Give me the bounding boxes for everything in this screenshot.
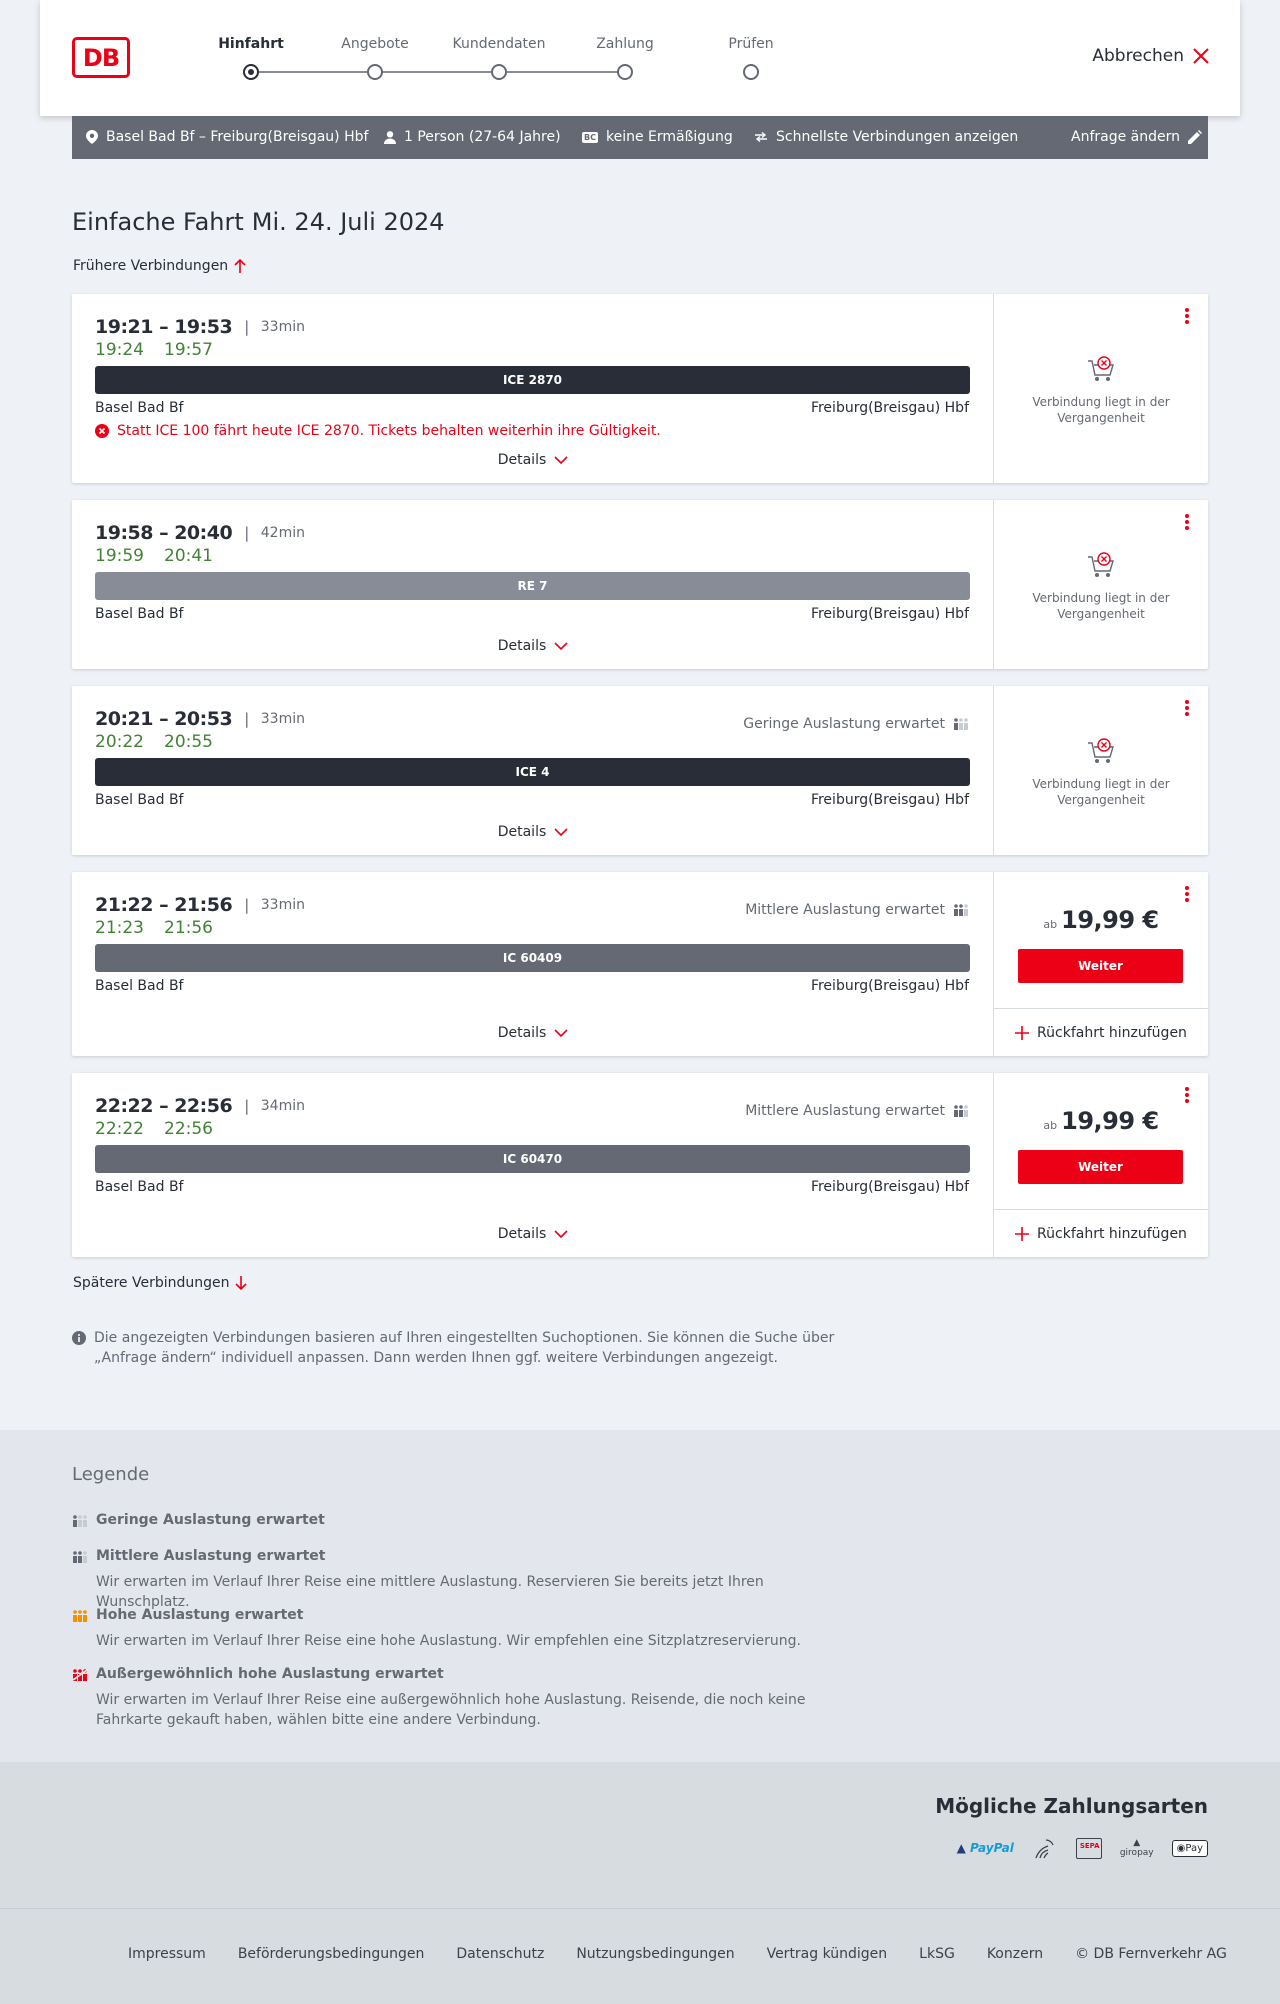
price: [994, 1107, 1208, 1135]
occupancy-indicator: [745, 1103, 969, 1119]
occupancy-medium-icon: [953, 904, 969, 916]
departure-station: Basel Bad Bf: [95, 400, 184, 416]
footer-link-konzern[interactable]: Konzern: [986, 1946, 1044, 1962]
time-range: 22:22 – 22:56: [95, 1095, 233, 1117]
departure-station: Basel Bad Bf: [95, 978, 184, 994]
step-dot-pruefen: [743, 64, 759, 80]
separator: |: [244, 524, 249, 542]
step-label-zahlung: Zahlung: [596, 36, 654, 52]
planned-times: [95, 522, 305, 544]
train-bar[interactable]: RE 7: [95, 572, 970, 600]
offer-panel: [994, 294, 1208, 483]
realtime-times: [95, 546, 213, 566]
cancel-button[interactable]: [1092, 46, 1210, 66]
occupancy-exceptional-icon: [72, 1669, 88, 1681]
footer-link-vertrag-kuendigen[interactable]: Vertrag kündigen: [766, 1946, 888, 1962]
legend-item: [72, 1548, 856, 1612]
progress-steps: [181, 0, 774, 116]
more-options-icon[interactable]: [1182, 514, 1192, 532]
footer: [0, 1908, 1280, 2004]
page-title: [72, 208, 445, 236]
realtime-arrival: 22:56: [164, 1119, 213, 1139]
change-request-label: Anfrage ändern: [1071, 129, 1180, 145]
train-bar[interactable]: IC 60470: [95, 1145, 970, 1173]
departure-station: Basel Bad Bf: [95, 1179, 184, 1195]
cart-unavailable-icon: [1086, 552, 1116, 580]
chevron-down-icon: [554, 1230, 568, 1238]
time-range: 21:22 – 21:56: [95, 894, 233, 916]
realtime-arrival: 20:41: [164, 546, 213, 566]
earlier-connections-label: Frühere Verbindungen: [73, 258, 229, 274]
continue-button[interactable]: Weiter: [1018, 949, 1183, 983]
legend-item: [72, 1607, 856, 1651]
details-label: Details: [497, 452, 547, 468]
sepa-label: SEPA: [1079, 1841, 1100, 1850]
offer-panel: [994, 1073, 1208, 1257]
time-range: 19:58 – 20:40: [95, 522, 233, 544]
apple-pay-icon: ◉Pay: [1172, 1840, 1208, 1857]
realtime-departure: 19:59: [95, 546, 144, 566]
legend-item: [72, 1666, 856, 1730]
details-toggle[interactable]: [72, 1226, 994, 1242]
route-text: Basel Bad Bf – Freiburg(Breisgau) Hbf: [106, 129, 369, 145]
legend-item: [72, 1512, 325, 1528]
details-toggle[interactable]: [72, 638, 994, 654]
departure-station: Basel Bad Bf: [95, 606, 184, 622]
footer-links: [128, 1946, 1227, 1962]
earlier-connections-link[interactable]: [73, 258, 246, 274]
bahncard-icon: BC: [584, 132, 596, 142]
footer-link-impressum[interactable]: Impressum: [128, 1946, 206, 1962]
connection-card[interactable]: [72, 500, 1208, 669]
progress-line: [251, 71, 626, 73]
planned-times: [95, 316, 305, 338]
legend-title: Legende: [72, 1464, 150, 1485]
more-options-icon[interactable]: [1182, 1087, 1192, 1105]
realtime-arrival: 21:56: [164, 918, 213, 938]
occupancy-indicator: [745, 902, 969, 918]
realtime-arrival: 20:55: [164, 732, 213, 752]
later-connections-link[interactable]: [73, 1275, 247, 1291]
search-option-text: Schnellste Verbindungen anzeigen: [776, 129, 1019, 145]
realtime-departure: 22:22: [95, 1119, 144, 1139]
pencil-icon: [1188, 130, 1202, 144]
offer-panel: [994, 872, 1208, 1056]
occupancy-high-icon: [72, 1610, 88, 1622]
connection-card[interactable]: [72, 686, 1208, 855]
train-bar[interactable]: ICE 2870: [95, 366, 970, 394]
add-return-button[interactable]: [994, 1008, 1208, 1056]
more-options-icon[interactable]: [1182, 700, 1192, 718]
passenger-summary: [384, 129, 561, 145]
step-dot-zahlung: [617, 64, 633, 80]
time-range: 19:21 – 19:53: [95, 316, 233, 338]
separator: |: [244, 710, 249, 728]
occupancy-text: Mittlere Auslastung erwartet: [745, 902, 945, 918]
details-label: Details: [497, 638, 547, 654]
details-toggle[interactable]: [72, 1025, 994, 1041]
chevron-down-icon: [554, 456, 568, 464]
footer-copyright: © DB Fernverkehr AG: [1075, 1946, 1227, 1962]
more-options-icon[interactable]: [1182, 308, 1192, 326]
cart-unavailable-icon: [1086, 738, 1116, 766]
step-label-pruefen: Prüfen: [728, 36, 774, 52]
legend-item-title: Geringe Auslastung erwartet: [96, 1512, 325, 1528]
details-label: Details: [497, 824, 547, 840]
info-text: Die angezeigten Verbindungen basieren auf Ihren eingestellten Suchoptionen. Sie können die Suche über „Anfrage ändern“ individuell anpassen. Dann werden Ihnen ggf. weitere Verbindungen angezeigt.: [94, 1330, 835, 1366]
disruption-text: Statt ICE 100 fährt heute ICE 2870. Tickets behalten weiterhin ihre Gültigkeit.: [117, 423, 661, 439]
plus-icon: [1015, 1026, 1029, 1040]
occupancy-medium-icon: [72, 1551, 88, 1563]
details-toggle[interactable]: [72, 824, 994, 840]
past-connection-notice: [994, 738, 1208, 808]
realtime-departure: 19:24: [95, 340, 144, 360]
info-icon: [72, 1331, 86, 1345]
add-return-button[interactable]: [994, 1209, 1208, 1257]
arrival-station: Freiburg(Breisgau) Hbf: [810, 400, 969, 416]
time-range: 20:21 – 20:53: [95, 708, 233, 730]
step-dot-kundendaten: [491, 64, 507, 80]
footer-link-lksg[interactable]: LkSG: [919, 1946, 955, 1962]
connection-card[interactable]: [72, 1073, 1208, 1257]
later-connections-label: Spätere Verbindungen: [73, 1275, 230, 1291]
arrow-up-icon: [234, 259, 246, 273]
train-bar[interactable]: ICE 4: [95, 758, 970, 786]
past-connection-text: Verbindung liegt in der Vergangenheit: [1032, 591, 1170, 621]
paypal-label: PayPal: [970, 1841, 1014, 1855]
add-return-label: Rückfahrt hinzufügen: [1037, 1225, 1187, 1242]
arrival-station: Freiburg(Breisgau) Hbf: [810, 606, 969, 622]
more-options-icon[interactable]: [1182, 886, 1192, 904]
arrival-station: Freiburg(Breisgau) Hbf: [810, 792, 969, 808]
occupancy-indicator: [743, 716, 969, 732]
legend-item-title: Hohe Auslastung erwartet: [96, 1607, 304, 1623]
chevron-down-icon: [554, 642, 568, 650]
duration: 33min: [260, 897, 305, 913]
plus-icon: [1015, 1227, 1029, 1241]
cart-unavailable-icon: [1086, 356, 1116, 384]
legend-item-text: Wir erwarten im Verlauf Ihrer Reise eine hohe Auslastung. Wir empfehlen eine Sitzplatzreservierung.: [96, 1633, 801, 1649]
apple-pay-label: Pay: [1185, 1842, 1203, 1854]
separator: |: [244, 318, 249, 336]
price-prefix: ab: [1043, 1119, 1058, 1132]
arrival-station: Freiburg(Breisgau) Hbf: [810, 1179, 969, 1195]
arrival-station: Freiburg(Breisgau) Hbf: [810, 978, 969, 994]
footer-link-datenschutz[interactable]: Datenschutz: [456, 1946, 545, 1962]
error-icon: [95, 424, 109, 438]
separator: |: [244, 896, 249, 914]
connection-info: [72, 872, 994, 1056]
location-pin-icon: [86, 130, 98, 144]
realtime-times: [95, 1119, 213, 1139]
legend-item-title: Mittlere Auslastung erwartet: [96, 1548, 326, 1564]
details-label: Details: [497, 1226, 547, 1242]
trip-date: Mi. 24. Juli 2024: [251, 208, 445, 236]
details-label: Details: [497, 1025, 547, 1041]
legend-item-text: Wir erwarten im Verlauf Ihrer Reise eine mittlere Auslastung. Reservieren Sie bereits jetzt Ihren Wunschplatz.: [96, 1574, 764, 1610]
close-icon: [1192, 47, 1210, 65]
add-return-label: Rückfahrt hinzufügen: [1037, 1024, 1187, 1041]
giropay-label: giropay: [1119, 1848, 1154, 1858]
separator: |: [244, 1097, 249, 1115]
arrow-down-icon: [235, 1276, 247, 1290]
occupancy-low-icon: [72, 1515, 88, 1527]
realtime-arrival: 19:57: [164, 340, 213, 360]
offer-panel: [994, 686, 1208, 855]
info-notice: [72, 1328, 852, 1368]
offer-panel: [994, 500, 1208, 669]
price-value: 19,99 €: [1061, 906, 1159, 934]
paypal-icon: ▲ PayPal: [956, 1841, 1014, 1855]
past-connection-text: Verbindung liegt in der Vergangenheit: [1032, 777, 1170, 807]
disruption-message: [95, 423, 661, 439]
planned-times: [95, 708, 305, 730]
step-label-angebote: Angebote: [341, 36, 409, 52]
planned-times: [95, 1095, 305, 1117]
planned-times: [95, 894, 305, 916]
sepa-icon: [1076, 1838, 1102, 1859]
occupancy-text: Geringe Auslastung erwartet: [743, 716, 945, 732]
duration: 42min: [260, 525, 305, 541]
train-bar[interactable]: IC 60409: [95, 944, 970, 972]
search-summary-bar: [72, 116, 1208, 159]
discount-summary: [582, 129, 733, 145]
price-prefix: ab: [1043, 918, 1058, 931]
duration: 34min: [260, 1098, 305, 1114]
footer-link-befoerderungsbedingungen[interactable]: Beförderungsbedingungen: [237, 1946, 425, 1962]
duration: 33min: [260, 711, 305, 727]
step-dot-hinfahrt: [243, 64, 259, 80]
route-summary: [86, 129, 368, 145]
past-connection-notice: [994, 552, 1208, 622]
step-dot-angebote: [367, 64, 383, 80]
person-icon: [384, 131, 396, 144]
legend-item-title: Außergewöhnlich hohe Auslastung erwartet: [96, 1666, 444, 1682]
direct-debit-icon: [1032, 1836, 1058, 1860]
connection-info: [72, 686, 994, 855]
occupancy-text: Mittlere Auslastung erwartet: [745, 1103, 945, 1119]
connection-info: [72, 294, 994, 483]
swap-arrows-icon: [754, 132, 768, 142]
legend-section: [0, 1430, 1280, 1762]
price-value: 19,99 €: [1061, 1107, 1159, 1135]
giropay-icon: ▲ giropay: [1119, 1838, 1154, 1858]
payment-methods-title: Mögliche Zahlungsarten: [935, 1794, 1208, 1818]
chevron-down-icon: [554, 828, 568, 836]
chevron-down-icon: [554, 1029, 568, 1037]
duration: 33min: [260, 319, 305, 335]
details-toggle[interactable]: [72, 452, 994, 468]
departure-station: Basel Bad Bf: [95, 792, 184, 808]
passenger-text: 1 Person (27-64 Jahre): [404, 129, 561, 145]
connection-card[interactable]: [72, 294, 1208, 483]
realtime-departure: 20:22: [95, 732, 144, 752]
connection-info: [72, 500, 994, 669]
trip-type: Einfache Fahrt: [72, 208, 244, 236]
header: [40, 0, 1240, 116]
search-option-summary: [754, 129, 1018, 145]
past-connection-text: Verbindung liegt in der Vergangenheit: [1032, 395, 1170, 425]
change-request-button[interactable]: [1071, 129, 1202, 145]
discount-text: keine Ermäßigung: [605, 129, 733, 145]
realtime-times: [95, 918, 213, 938]
payment-methods-section: [0, 1762, 1280, 1908]
past-connection-notice: [994, 356, 1208, 426]
connection-info: [72, 1073, 994, 1257]
legend-item-text: Wir erwarten im Verlauf Ihrer Reise eine außergewöhnlich hohe Auslastung. Reisende, die noch keine Fahrkarte gekauft haben, wählen bitte eine andere Verbindung.: [96, 1692, 806, 1728]
payment-icons: [957, 1836, 1208, 1860]
footer-link-nutzungsbedingungen[interactable]: Nutzungsbedingungen: [576, 1946, 735, 1962]
realtime-times: [95, 340, 213, 360]
realtime-times: [95, 732, 213, 752]
db-logo[interactable]: DB: [72, 37, 130, 78]
connection-card[interactable]: [72, 872, 1208, 1056]
step-label-hinfahrt: Hinfahrt: [218, 36, 284, 52]
price: [994, 906, 1208, 934]
occupancy-low-icon: [953, 718, 969, 730]
realtime-departure: 21:23: [95, 918, 144, 938]
step-label-kundendaten: Kundendaten: [452, 36, 546, 52]
continue-button[interactable]: Weiter: [1018, 1150, 1183, 1184]
occupancy-medium-icon: [953, 1105, 969, 1117]
cancel-label: Abbrechen: [1092, 46, 1184, 66]
